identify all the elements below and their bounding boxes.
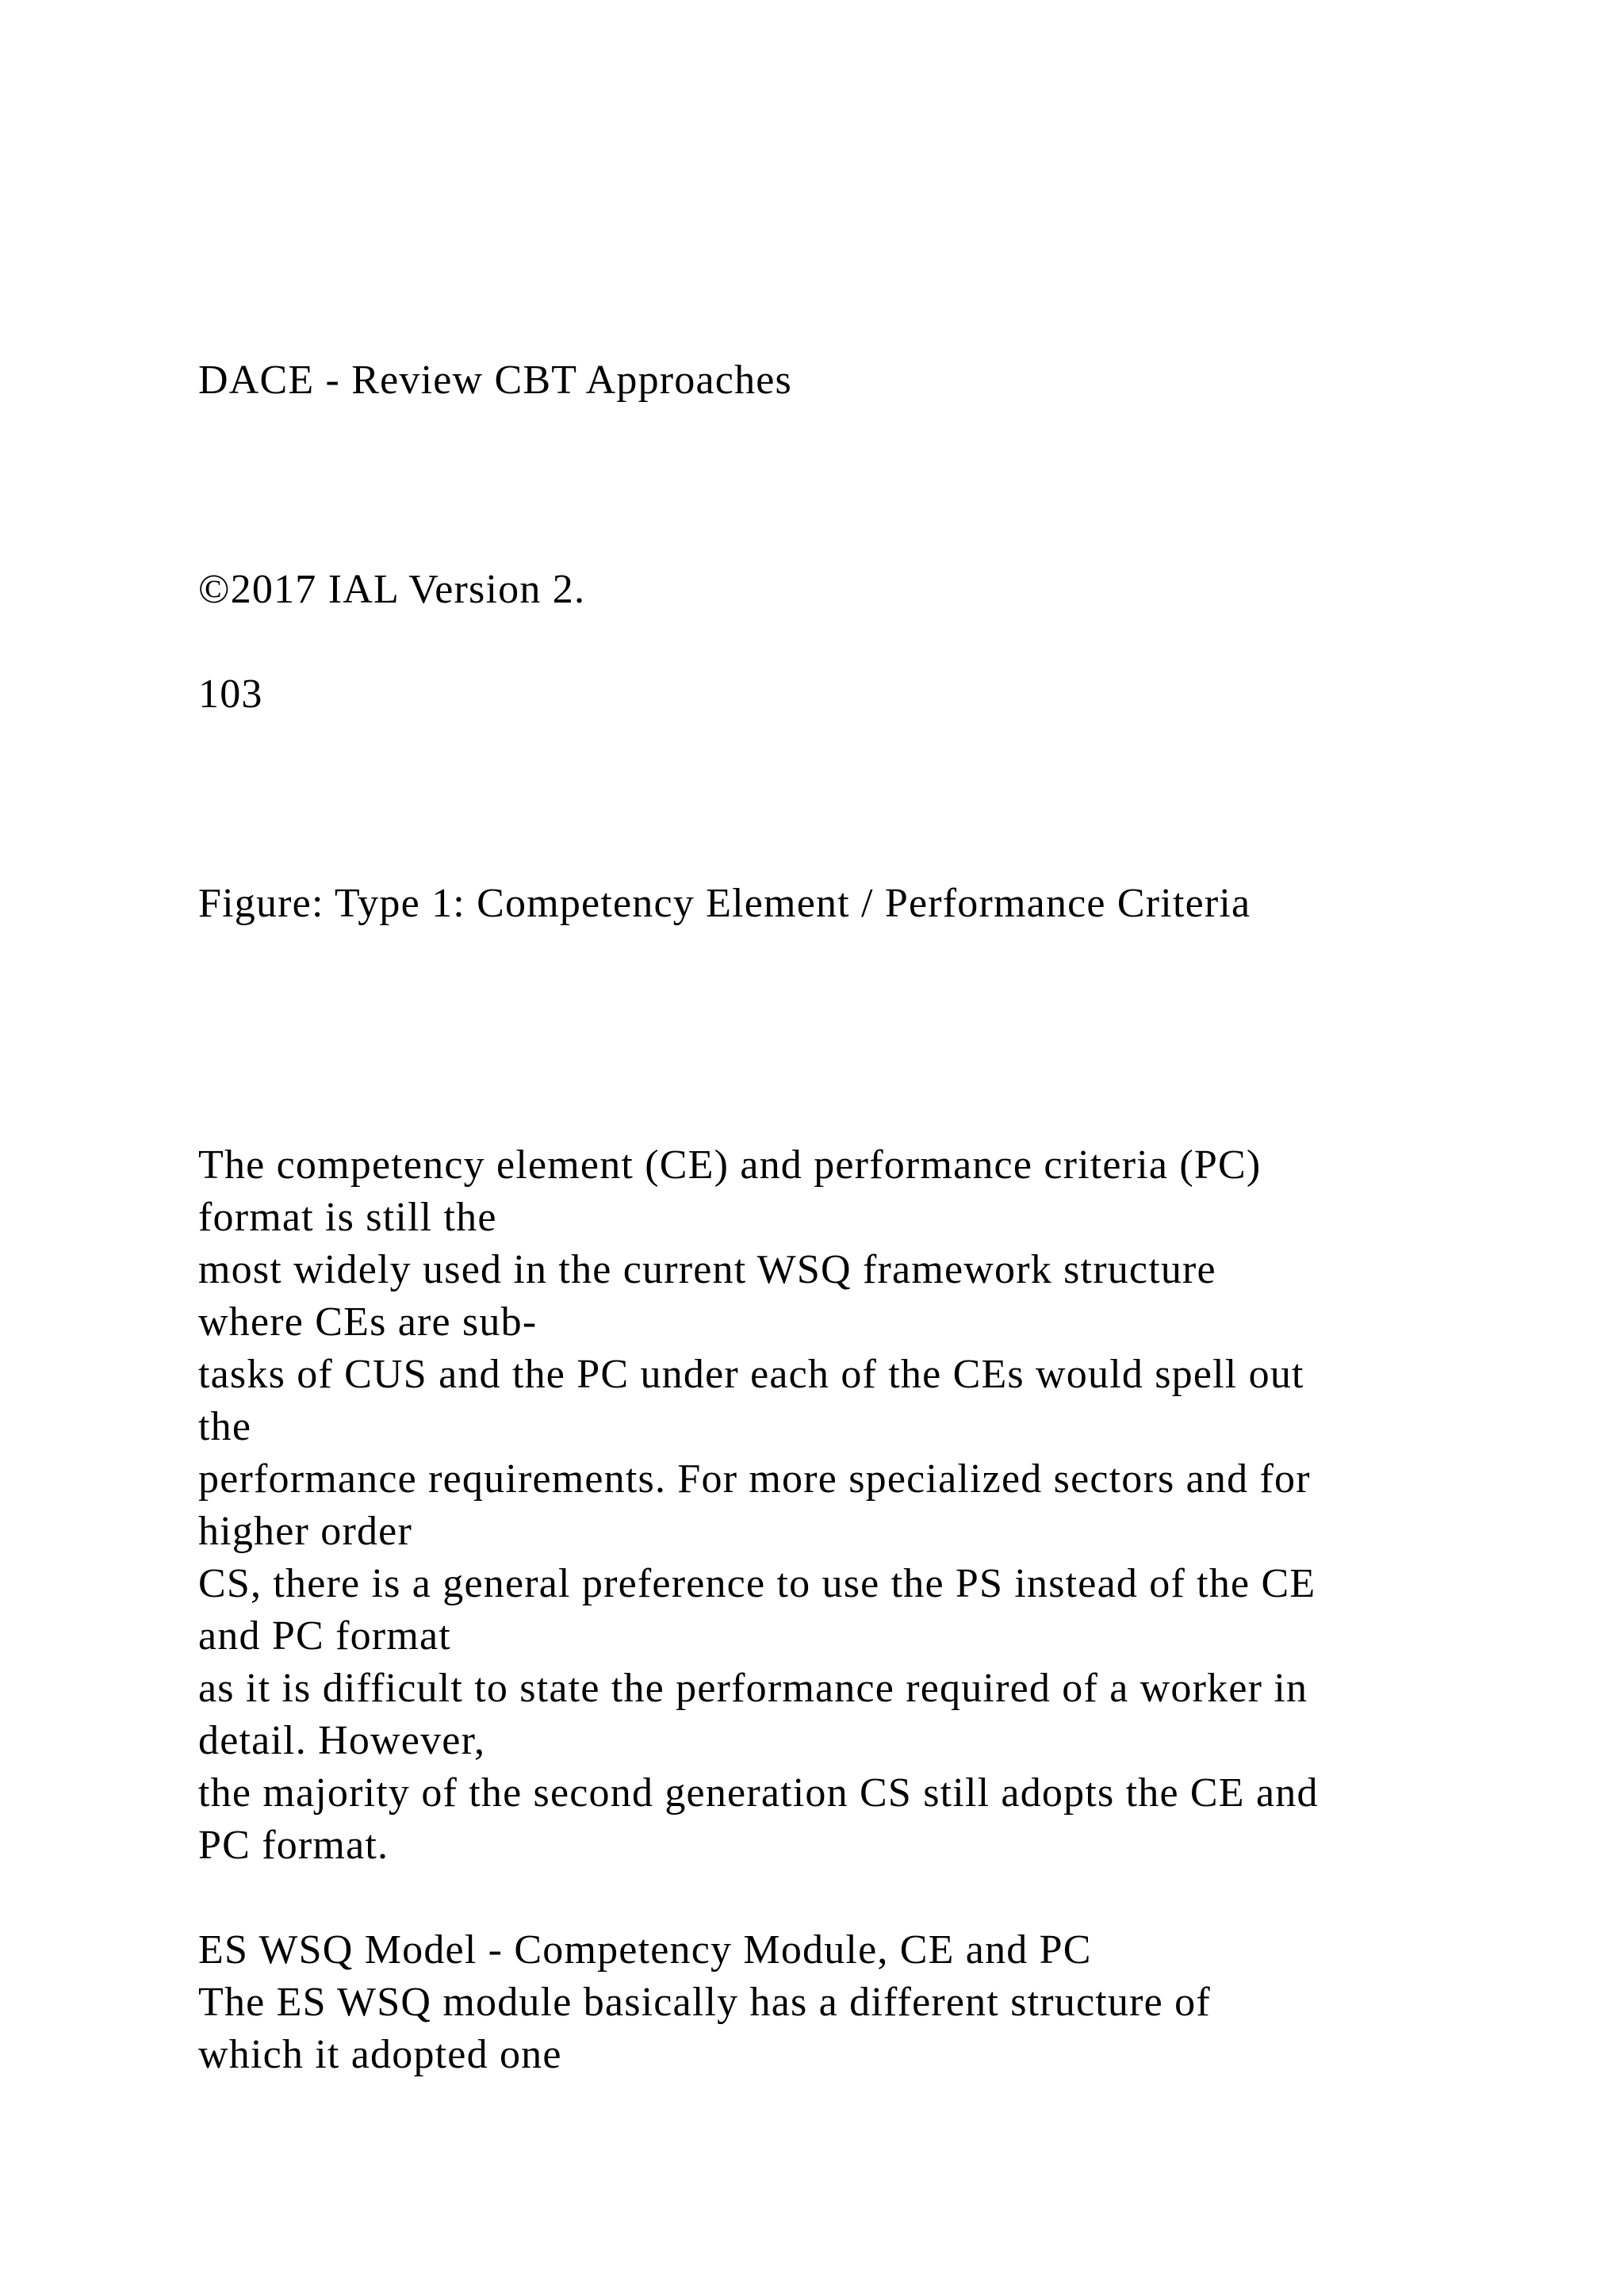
page-number: 103	[198, 672, 263, 717]
paragraph-line: tasks of CUS and the PC under each of the CEs would spell out	[198, 1352, 1304, 1397]
section-line: The ES WSQ module basically has a different structure of	[198, 1980, 1211, 2025]
copyright-line: ©2017 IAL Version 2.	[198, 567, 586, 612]
paragraph-line: CS, there is a general preference to use the PS instead of the CE	[198, 1561, 1316, 1606]
paragraph-line: where CEs are sub-	[198, 1299, 538, 1345]
paragraph-line: format is still the	[198, 1195, 497, 1240]
paragraph-line: performance requirements. For more specialized sectors and for	[198, 1456, 1311, 1502]
paragraph-line: The competency element (CE) and performance criteria (PC)	[198, 1142, 1262, 1188]
paragraph-line: PC format.	[198, 1823, 389, 1868]
paragraph-line: as it is difficult to state the performance required of a worker in	[198, 1666, 1308, 1711]
paragraph-line: the	[198, 1404, 252, 1449]
paragraph-line: and PC format	[198, 1613, 451, 1659]
section-line: which it adopted one	[198, 2032, 562, 2077]
paragraph-line: detail. However,	[198, 1718, 486, 1763]
header-title: DACE - Review CBT Approaches	[198, 358, 792, 403]
figure-caption: Figure: Type 1: Competency Element / Performance Criteria	[198, 881, 1251, 926]
paragraph-line: higher order	[198, 1509, 412, 1554]
section-heading: ES WSQ Model - Competency Module, CE and PC	[198, 1927, 1092, 1973]
paragraph-line: most widely used in the current WSQ framework structure	[198, 1247, 1216, 1292]
paragraph-line: the majority of the second generation CS still adopts the CE and	[198, 1770, 1319, 1816]
